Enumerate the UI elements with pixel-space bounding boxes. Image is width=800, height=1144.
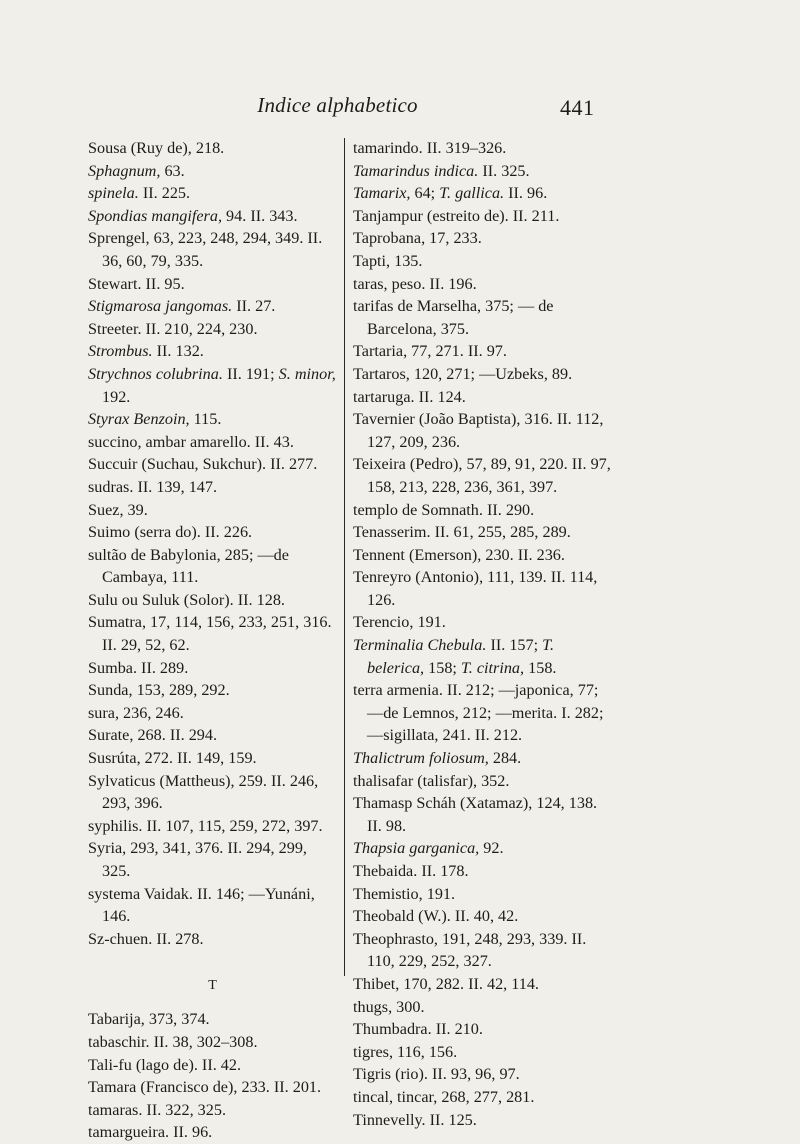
index-entry (353, 792, 615, 837)
index-entry (353, 611, 615, 634)
index-text: templo de Somnath. II. 290. (353, 500, 535, 519)
index-text: Theobald (W.). II. 40, 42. (353, 907, 519, 926)
index-entry (88, 815, 338, 838)
index-entry (353, 770, 615, 793)
index-entry (353, 1063, 615, 1086)
index-entry (353, 363, 615, 386)
index-entry (353, 227, 615, 250)
index-term-italic: Strombus. (88, 342, 153, 361)
index-entry (353, 973, 615, 996)
index-entry (88, 1121, 338, 1144)
index-text: 64; (410, 184, 440, 203)
index-entry (353, 205, 615, 228)
index-text: Sz-chuen. II. 278. (88, 929, 204, 948)
index-column-right (353, 137, 615, 1131)
index-text: 63. (160, 161, 185, 180)
index-entry (353, 928, 615, 973)
index-text: Terencio, 191. (353, 613, 446, 632)
index-text: tigres, 116, 156. (353, 1042, 458, 1061)
index-text: systema Vaidak. II. 146; —Yunáni, 146. (88, 884, 315, 926)
index-column-left (88, 137, 338, 1144)
index-entry (88, 837, 338, 882)
index-text: Theophrasto, 191, 248, 293, 339. II. 110, 229, 252, 327. (353, 929, 587, 971)
index-entry (88, 295, 338, 318)
index-text: tamaras. II. 322, 325. (88, 1100, 227, 1119)
index-entry (353, 408, 615, 453)
index-text: Tenreyro (Antonio), 111, 139. II. 114, 126. (353, 568, 598, 609)
index-entry (353, 747, 615, 770)
index-entry (88, 747, 338, 770)
index-text: Sumatra, 17, 114, 156, 233, 251, 316. II. 29, 52, 62. (88, 613, 332, 655)
index-text: II. 191; (222, 364, 279, 383)
index-term-italic: Sphagnum, (88, 161, 161, 180)
index-text: tamargueira. II. 96. (88, 1123, 213, 1142)
index-text: Thebaida. II. 178. (353, 862, 469, 880)
index-entry (353, 905, 615, 928)
running-head-title: Indice alphabetico (257, 93, 418, 117)
index-text: Syria, 293, 341, 376. II. 294, 299, 325. (88, 839, 307, 880)
index-text: 192. (102, 387, 131, 406)
index-text: succino, ambar amarello. II. 43. (88, 432, 294, 451)
index-text: Thumbadra. II. 210. (353, 1020, 483, 1039)
index-text: Tavernier (João Baptista), 316. II. 112, 127, 209, 236. (353, 410, 604, 451)
index-entry (88, 1008, 338, 1031)
index-text: II. 27. (232, 297, 276, 316)
index-entry (353, 386, 615, 409)
index-text: Sprengel, 63, 223, 248, 294, 349. II. 36, 60, 79, 335. (88, 229, 323, 270)
index-text: 158; (424, 658, 461, 677)
index-term-italic: Tamarix, (353, 184, 411, 203)
index-text: Sylvaticus (Mattheus), 259. II. 246, 293, 396. (88, 771, 319, 813)
index-entry (88, 544, 338, 589)
index-entry (88, 273, 338, 296)
index-entry (88, 724, 338, 747)
index-entry (88, 227, 338, 272)
index-text: Stewart. II. 95. (88, 274, 185, 293)
index-text: Tabarija, 373, 374. (88, 1010, 210, 1029)
index-entry (88, 1031, 338, 1054)
index-text: Tinnevelly. II. 125. (353, 1110, 477, 1129)
index-entry (88, 363, 338, 408)
index-entry (88, 611, 338, 656)
index-entry (88, 702, 338, 725)
index-text: Tali-fu (lago de). II. 42. (88, 1055, 242, 1074)
index-entry (353, 883, 615, 906)
index-text: Tenasserim. II. 61, 255, 285, 289. (353, 523, 571, 542)
index-entry (88, 431, 338, 454)
index-entry (353, 250, 615, 273)
index-text: II. 157; (486, 636, 543, 655)
section-letter-heading: T (208, 978, 218, 994)
index-term-italic: Thalictrum foliosum, (353, 749, 489, 768)
index-text: II. 132. (152, 342, 204, 361)
index-entry (353, 1086, 615, 1109)
index-entry (88, 657, 338, 680)
index-entry (353, 1041, 615, 1064)
index-text: tabaschir. II. 38, 302–308. (88, 1032, 258, 1051)
index-text: sura, 236, 246. (88, 703, 184, 722)
index-text: II. 96. (504, 184, 548, 203)
index-text: Susrúta, 272. II. 149, 159. (88, 749, 257, 768)
index-text: Tapti, 135. (353, 251, 423, 270)
index-term-italic: S. minor, (278, 364, 336, 383)
index-entry (353, 566, 615, 611)
index-entry (88, 408, 338, 431)
index-entry (88, 476, 338, 499)
index-entry (88, 453, 338, 476)
index-text: 158. (524, 658, 557, 677)
index-entry (88, 182, 338, 205)
index-text: Sunda, 153, 289, 292. (88, 681, 230, 700)
index-text: Taprobana, 17, 233. (353, 229, 482, 248)
index-term-italic: Terminalia Chebula. (353, 636, 487, 655)
index-text: Tartaros, 120, 271; —Uzbeks, 89. (353, 364, 573, 383)
index-entry (88, 928, 338, 951)
index-entry (88, 883, 338, 928)
index-text: Suimo (serra do). II. 226. (88, 523, 253, 542)
index-term-italic: T. citrina, (460, 658, 525, 677)
index-entry (88, 160, 338, 183)
index-entry (353, 837, 615, 860)
index-term-italic: Strychnos colubrina. (88, 364, 223, 383)
index-text: Tartaria, 77, 271. II. 97. (353, 342, 507, 361)
index-term-italic: T. belerica, (367, 636, 555, 677)
index-text: Sulu ou Suluk (Solor). II. 128. (88, 590, 285, 609)
index-text: sudras. II. 139, 147. (88, 477, 218, 496)
index-text: thugs, 300. (353, 997, 425, 1016)
index-text: Streeter. II. 210, 224, 230. (88, 319, 258, 338)
index-entry (88, 770, 338, 815)
index-text: Sousa (Ruy de), 218. (88, 139, 225, 157)
index-term-italic: Tamarindus indica. (353, 161, 479, 180)
index-text: Tigris (rio). II. 93, 96, 97. (353, 1065, 520, 1084)
index-entry (88, 340, 338, 363)
index-term-italic: Spondias mangifera, (88, 206, 222, 225)
index-text: syphilis. II. 107, 115, 259, 272, 397. (88, 816, 323, 835)
index-text: Tennent (Emerson), 230. II. 236. (353, 545, 565, 564)
index-text: Sumba. II. 289. (88, 658, 189, 677)
index-text: tarifas de Marselha, 375; — de Barcelona, 375. (353, 297, 554, 338)
column-divider (344, 138, 345, 976)
index-text: Tamara (Francisco de), 233. II. 201. (88, 1078, 322, 1097)
index-entry (88, 499, 338, 522)
index-text: tincal, tincar, 268, 277, 281. (353, 1087, 535, 1106)
entries-s-list (88, 137, 338, 950)
index-text: Tanjampur (estreito de). II. 211. (353, 206, 560, 225)
index-text: II. 325. (478, 161, 530, 180)
index-text: Thibet, 170, 282. II. 42, 114. (353, 974, 539, 993)
index-entry (88, 1099, 338, 1122)
index-text: tamarindo. II. 319–326. (353, 139, 507, 157)
index-entry (88, 521, 338, 544)
page-number: 441 (560, 95, 595, 120)
index-entry (353, 1018, 615, 1041)
index-text: 94. II. 343. (222, 206, 298, 225)
index-entry (353, 544, 615, 567)
index-text: Teixeira (Pedro), 57, 89, 91, 220. II. 97, 158, 213, 228, 236, 361, 397. (353, 455, 611, 496)
index-text: Thamasp Scháh (Xatamaz), 124, 138. II. 98. (353, 794, 598, 835)
index-entry (353, 340, 615, 363)
index-entry (88, 679, 338, 702)
entries-t-list (88, 1008, 338, 1144)
index-text: sultão de Babylonia, 285; —de Cambaya, 111. (88, 545, 289, 587)
index-entry (353, 295, 615, 340)
index-text: Surate, 268. II. 294. (88, 726, 218, 745)
index-text: 284. (488, 749, 522, 768)
index-term-italic: spinela. (88, 184, 139, 203)
index-term-italic: Stigmarosa jangomas. (88, 297, 233, 316)
index-text: tartaruga. II. 124. (353, 387, 466, 406)
entries-t-list-continued (353, 137, 615, 1131)
index-text: Themistio, 191. (353, 884, 456, 903)
index-term-italic: Thapsia garganica, (353, 839, 480, 858)
index-text: II. 225. (138, 184, 191, 203)
bleed-through-text (618, 130, 800, 590)
index-entry (88, 589, 338, 612)
index-text: thalisafar (talisfar), 352. (353, 771, 510, 790)
index-text: 115. (189, 410, 222, 429)
index-text: Suez, 39. (88, 500, 148, 519)
index-entry (353, 634, 615, 679)
index-entry (353, 521, 615, 544)
index-entry (353, 273, 615, 296)
index-text: terra armenia. II. 212; —japonica, 77; —de Lemnos, 212; —merita. I. 282; —sigillata, 241. II. 212. (353, 681, 604, 745)
index-entry (353, 182, 615, 205)
index-entry (88, 205, 338, 228)
index-entry (353, 996, 615, 1019)
index-entry (88, 1076, 338, 1099)
index-text: Succuir (Suchau, Sukchur). II. 277. (88, 455, 318, 474)
index-entry (353, 499, 615, 522)
index-text: 92. (479, 839, 504, 858)
index-term-italic: T. gallica. (439, 184, 505, 203)
index-entry (353, 160, 615, 183)
index-entry (88, 137, 338, 160)
index-text: taras, peso. II. 196. (353, 274, 477, 293)
index-entry (353, 137, 615, 160)
index-entry (88, 318, 338, 341)
index-entry (353, 679, 615, 747)
index-entry (88, 1054, 338, 1077)
index-term-italic: Styrax Benzoin, (88, 410, 190, 429)
index-entry (353, 453, 615, 498)
index-entry (353, 860, 615, 883)
